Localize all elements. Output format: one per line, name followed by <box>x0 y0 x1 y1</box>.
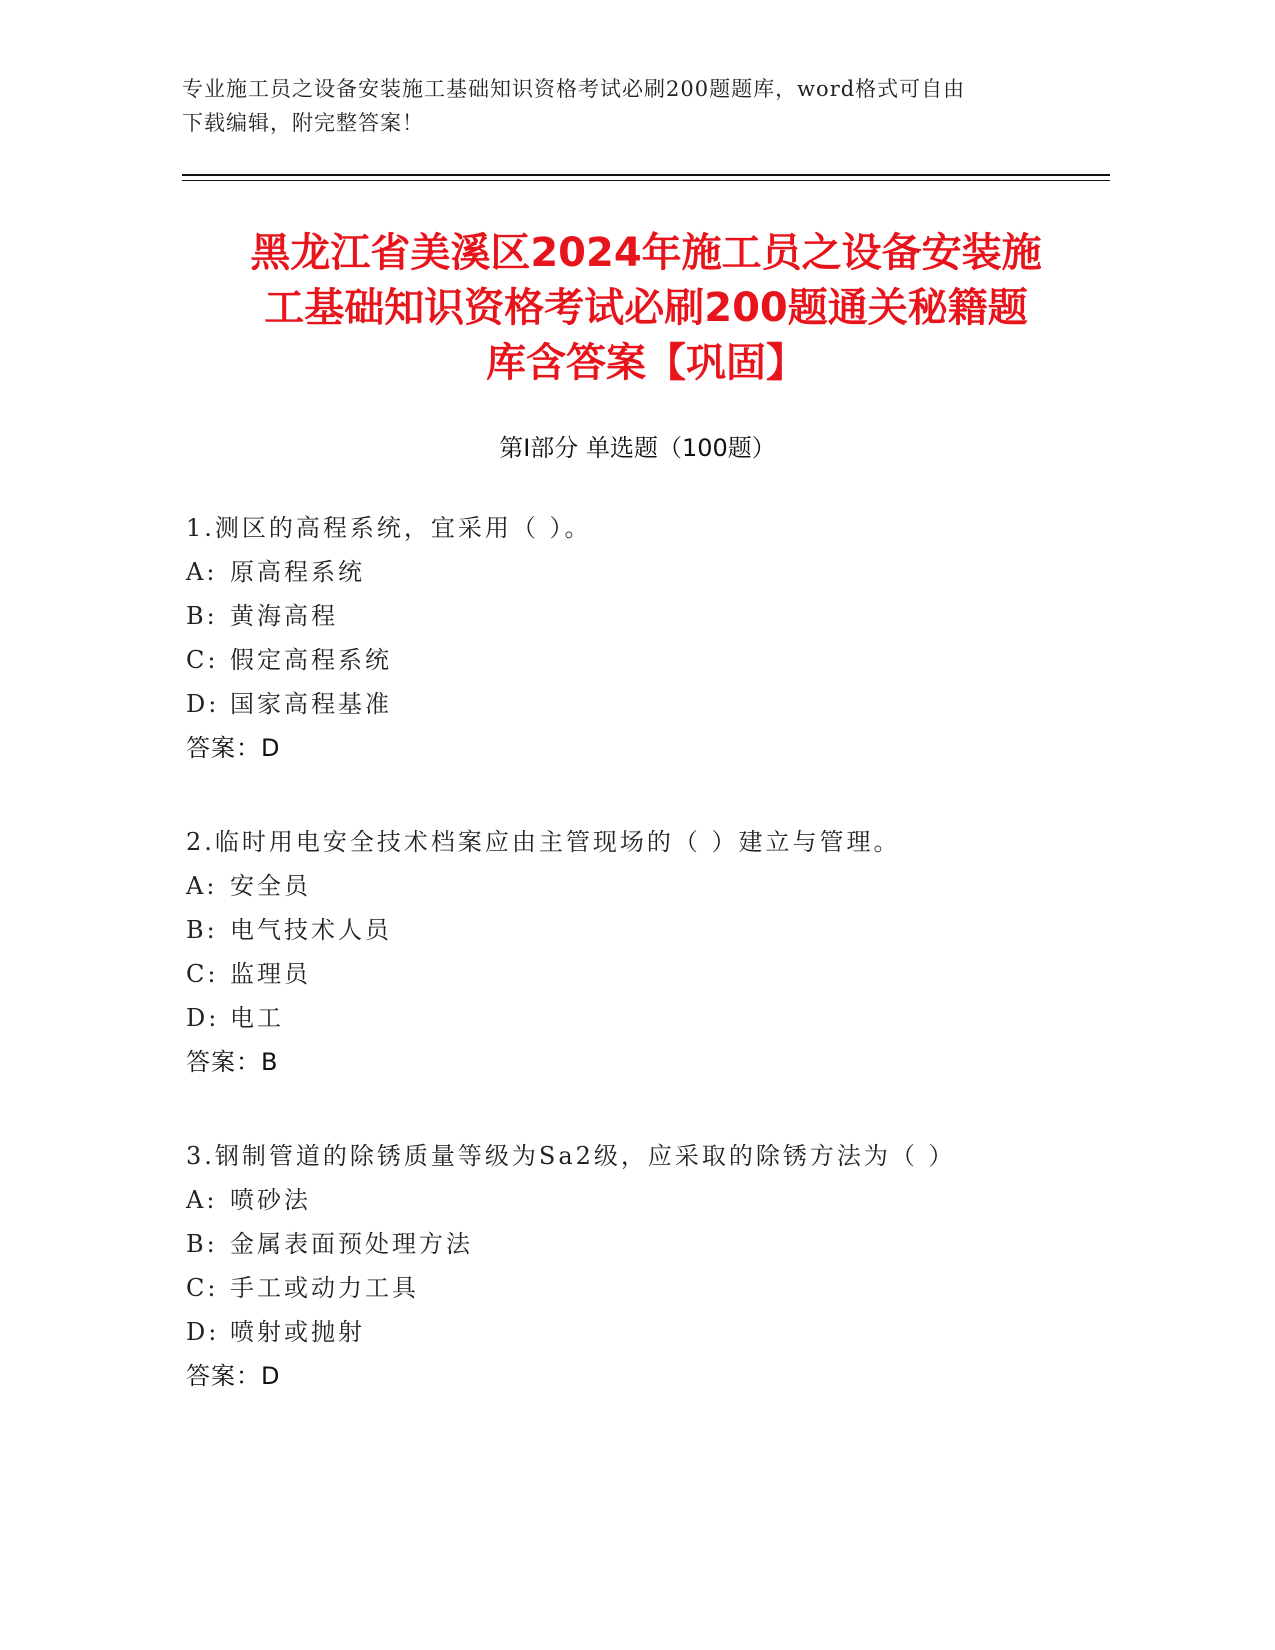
option-text: 喷砂法 <box>230 1186 311 1214</box>
section-title: 第Ⅰ部分 单选题（100题） <box>499 434 776 462</box>
option-text: 国家高程基准 <box>230 690 392 718</box>
option-letter: D: <box>186 1004 220 1032</box>
option-c <box>186 952 1106 996</box>
option-letter: B: <box>186 1230 218 1258</box>
option-text: 假定高程系统 <box>230 646 392 674</box>
question-1 <box>186 506 1106 770</box>
answer: 答案：D <box>186 734 281 762</box>
option-a <box>186 1178 1106 1222</box>
option-d <box>186 1310 1106 1354</box>
option-letter: C: <box>186 646 219 674</box>
option-text: 手工或动力工具 <box>230 1274 419 1302</box>
title-line1: 黑龙江省美溪区2024年施工员之设备安装施 <box>250 230 1042 276</box>
answer: 答案：D <box>186 1362 281 1390</box>
question-2 <box>186 820 1106 1084</box>
header-note-line2: 下载编辑，附完整答案！ <box>182 111 424 135</box>
option-text: 监理员 <box>230 960 311 988</box>
option-text: 原高程系统 <box>230 558 365 586</box>
header-divider-thick <box>182 174 1110 176</box>
question-3 <box>186 1134 1106 1398</box>
option-text: 金属表面预处理方法 <box>230 1230 473 1258</box>
option-letter: A: <box>186 872 218 900</box>
option-letter: C: <box>186 1274 219 1302</box>
option-text: 电工 <box>230 1004 284 1032</box>
option-a <box>186 864 1106 908</box>
option-d <box>186 682 1106 726</box>
option-b <box>186 908 1106 952</box>
option-text: 电气技术人员 <box>230 916 392 944</box>
option-text: 黄海高程 <box>230 602 338 630</box>
option-letter: D: <box>186 690 220 718</box>
option-text: 喷射或抛射 <box>230 1318 365 1346</box>
option-d <box>186 996 1106 1040</box>
title-line2: 工基础知识资格考试必刷200题通关秘籍题 <box>264 285 1028 331</box>
option-text: 安全员 <box>230 872 311 900</box>
option-a <box>186 550 1106 594</box>
option-letter: B: <box>186 602 218 630</box>
header-note-line1: 专业施工员之设备安装施工基础知识资格考试必刷200题题库，word格式可自由 <box>182 77 966 101</box>
option-letter: A: <box>186 558 218 586</box>
header-note <box>182 72 1062 140</box>
answer: 答案：B <box>186 1048 279 1076</box>
title-line3: 库含答案【巩固】 <box>486 340 806 386</box>
question-list <box>186 506 1106 1448</box>
option-b <box>186 1222 1106 1266</box>
option-b <box>186 594 1106 638</box>
question-stem: 3.钢制管道的除锈质量等级为Sa2级，应采取的除锈方法为（ ） <box>186 1142 956 1170</box>
option-c <box>186 638 1106 682</box>
option-c <box>186 1266 1106 1310</box>
header-divider-thin <box>182 180 1110 181</box>
question-stem: 1.测区的高程系统，宜采用（ ）。 <box>186 514 592 542</box>
question-stem: 2.临时用电安全技术档案应由主管现场的（ ）建立与管理。 <box>186 828 901 856</box>
option-letter: B: <box>186 916 218 944</box>
option-letter: D: <box>186 1318 220 1346</box>
document-title <box>182 226 1110 391</box>
option-letter: A: <box>186 1186 218 1214</box>
option-letter: C: <box>186 960 219 988</box>
